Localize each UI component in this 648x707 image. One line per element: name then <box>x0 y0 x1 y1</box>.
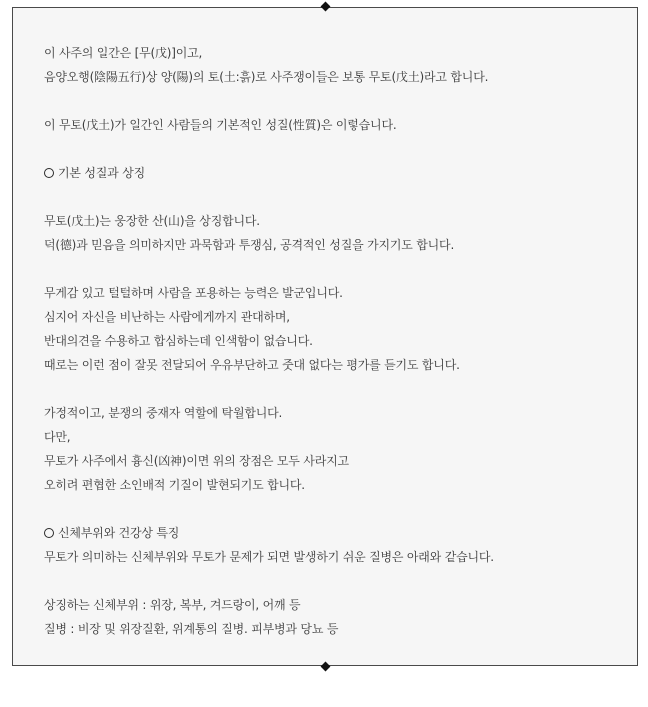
text-line: 오히려 편협한 소인배적 기질이 발현되기도 합니다. <box>44 478 305 492</box>
text-line: 무토가 의미하는 신체부위와 무토가 문제가 되면 발생하기 쉬운 질병은 아래와 같습니다. <box>44 550 494 564</box>
section-heading-text: 신체부위와 건강상 특징 <box>58 526 180 540</box>
blank-line <box>44 569 624 593</box>
text-line: 음양오행(陰陽五行)상 양(陽)의 토(土:흙)로 사주쟁이들은 보통 무토(戊土)라고 합니다. <box>44 70 489 84</box>
text-line: 가정적이고, 분쟁의 중재자 역할에 탁월합니다. <box>44 406 283 420</box>
text-line: 덕(德)과 믿음을 의미하지만 과묵함과 투쟁심, 공격적인 성질을 가지기도 합니다. <box>44 238 455 252</box>
content-box <box>12 7 638 666</box>
section-heading <box>44 521 624 545</box>
circle-bullet-icon <box>44 528 54 538</box>
blank-line <box>44 137 624 161</box>
circle-bullet-icon <box>44 168 54 178</box>
section-heading-text: 기본 성질과 상징 <box>58 166 145 180</box>
blank-line <box>44 89 624 113</box>
text-line: 때로는 이런 점이 잘못 전달되어 우유부단하고 줏대 없다는 평가를 듣기도 합니다. <box>44 358 460 372</box>
text-line: 상징하는 신체부위 : 위장, 복부, 겨드랑이, 어깨 등 <box>44 598 301 612</box>
text-line: 질병 : 비장 및 위장질환, 위계통의 질병. 피부병과 당뇨 등 <box>44 622 339 636</box>
text-line: 이 사주의 일간은 [무(戊)]이고, <box>44 46 203 60</box>
text-line: 다만, <box>44 430 71 444</box>
section-heading <box>44 161 624 185</box>
text-line: 무토가 사주에서 흉신(凶神)이면 위의 장점은 모두 사라지고 <box>44 454 349 468</box>
blank-line <box>44 257 624 281</box>
text-line: 무토(戊土)는 웅장한 산(山)을 상징합니다. <box>44 214 260 228</box>
text-line: 반대의견을 수용하고 합심하는데 인색함이 없습니다. <box>44 334 313 348</box>
text-line: 무게감 있고 털털하며 사람을 포용하는 능력은 발군입니다. <box>44 286 343 300</box>
blank-line <box>44 185 624 209</box>
blank-line <box>44 377 624 401</box>
article-body <box>44 41 624 641</box>
blank-line <box>44 497 624 521</box>
text-line: 이 무토(戊土)가 일간인 사람들의 기본적인 성질(性質)은 이렇습니다. <box>44 118 397 132</box>
text-line: 심지어 자신을 비난하는 사람에게까지 관대하며, <box>44 310 290 324</box>
